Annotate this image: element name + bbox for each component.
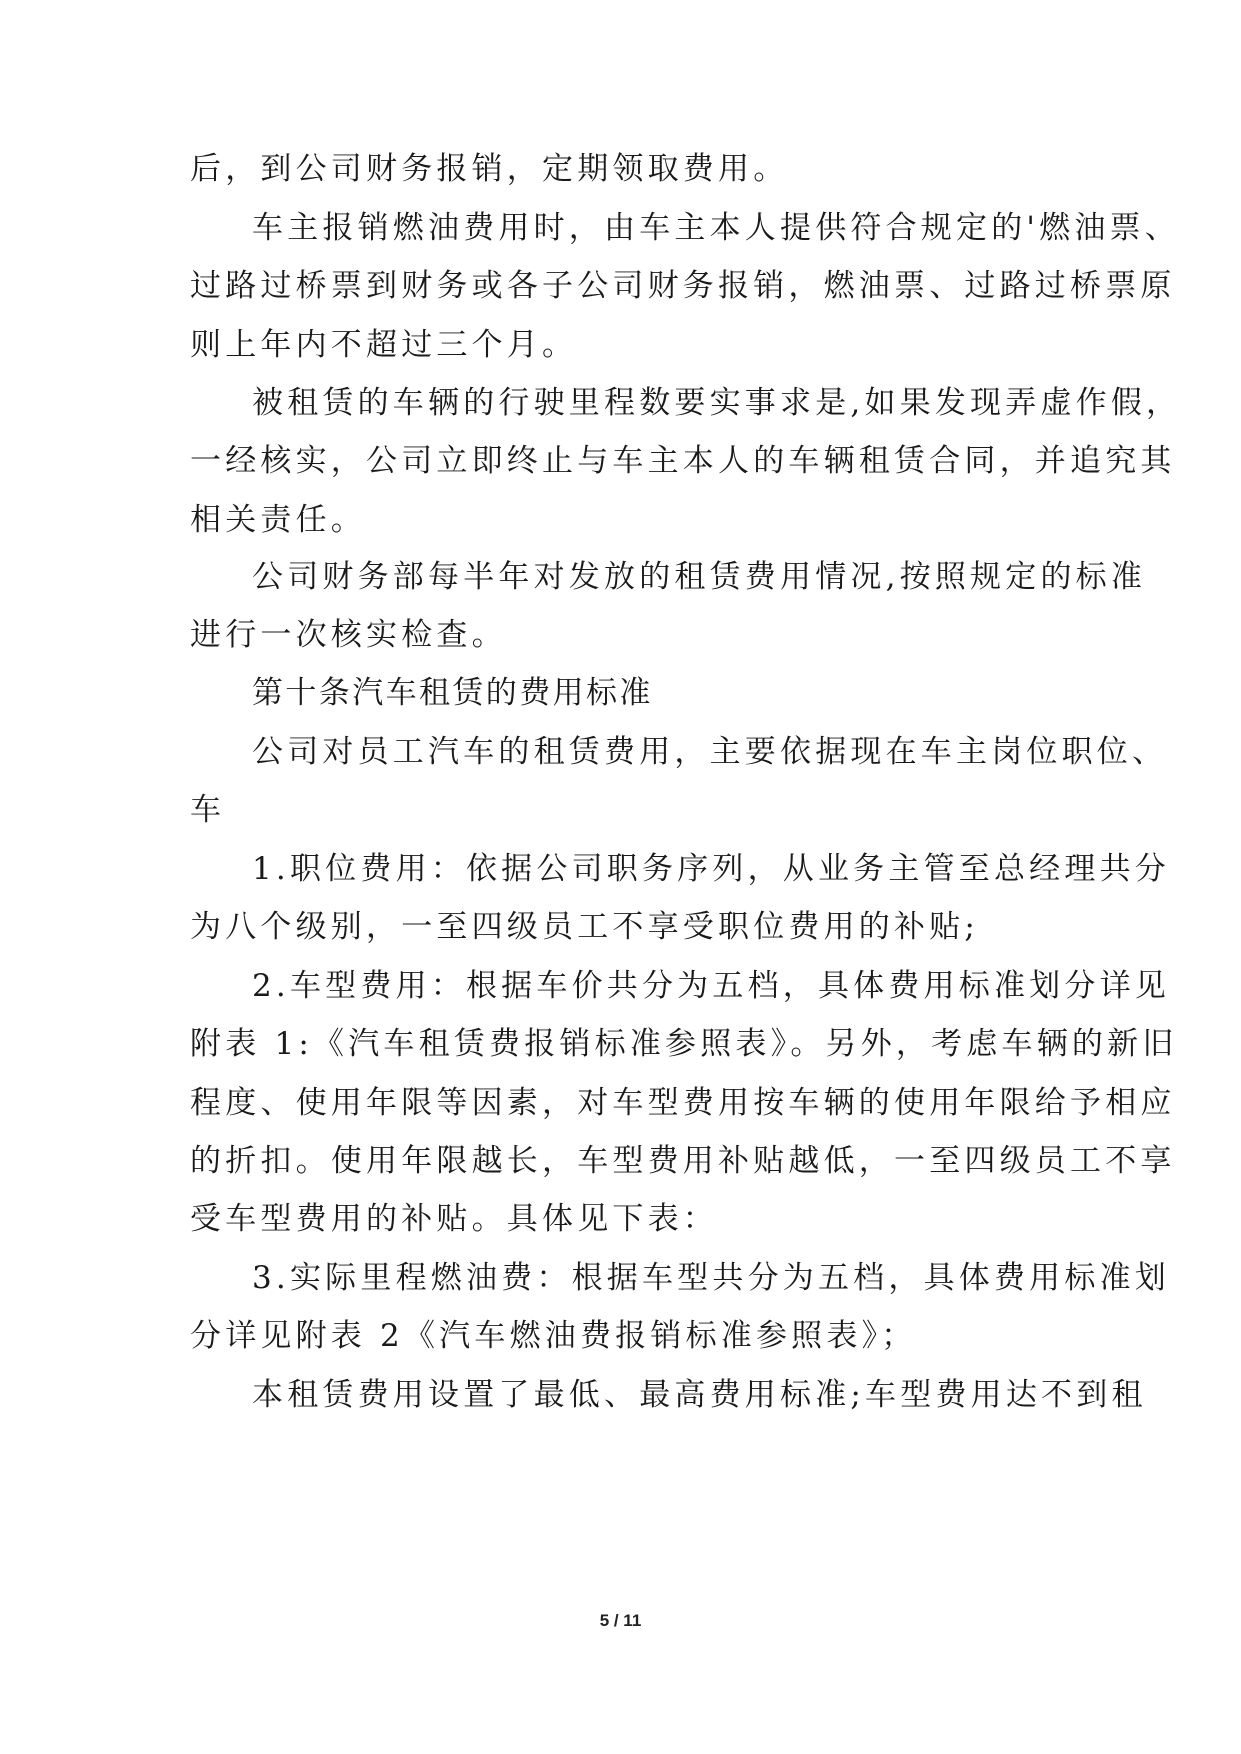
list-item-line: 附表 1:《汽车租赁费报销标准参照表》。另外，考虑车辆的新旧 [190, 1026, 1178, 1062]
paragraph-line: 过路过桥票到财务或各子公司财务报销，燃油票、过路过桥票原 [190, 268, 1176, 304]
list-item-line: 的折扣。使用年限越长，车型费用补贴越低，一至四级员工不享 [190, 1143, 1176, 1179]
paragraph-line: 则上年内不超过三个月。 [190, 327, 578, 363]
list-item-line: 为八个级别，一至四级员工不享受职位费用的补贴; [190, 909, 980, 945]
paragraph-line: 公司对员工汽车的租赁费用，主要依据现在车主岗位职位、 [252, 734, 1168, 770]
paragraph-line: 一经核实，公司立即终止与车主本人的车辆租赁合同，并追究其 [190, 443, 1176, 479]
paragraph-line: 后，到公司财务报销，定期领取费用。 [190, 151, 789, 187]
list-item-line: 1.职位费用：依据公司职务序列，从业务主管至总经理共分 [252, 851, 1170, 887]
section-heading: 第十条汽车租赁的费用标准 [252, 675, 653, 711]
list-item-line: 分详见附表 2《汽车燃油费报销标准参照表》； [190, 1318, 917, 1354]
paragraph-line: 进行一次核实检查。 [190, 617, 507, 653]
list-item-line: 程度、使用年限等因素，对车型费用按车辆的使用年限给予相应 [190, 1085, 1176, 1121]
paragraph-line: 被租赁的车辆的行驶里程数要实事求是,如果发现弄虚作假， [252, 385, 1182, 421]
paragraph-line: 车 [190, 792, 226, 828]
list-item-line: 2.车型费用：根据车价共分为五档，具体费用标准划分详见 [252, 968, 1170, 1004]
paragraph-line: 公司财务部每半年对发放的租赁费用情况,按照规定的标准 [252, 559, 1147, 595]
page-number: 5 / 11 [599, 1611, 642, 1630]
list-item-line: 受车型费用的补贴。具体见下表： [190, 1201, 718, 1237]
list-item-line: 3.实际里程燃油费：根据车型共分为五档，具体费用标准划 [252, 1260, 1170, 1296]
paragraph-line: 相关责任。 [190, 502, 366, 538]
paragraph-line: 车主报销燃油费用时，由车主本人提供符合规定的'燃油票、 [252, 210, 1180, 246]
paragraph-line: 本租赁费用设置了最低、最高费用标准;车型费用达不到租 [252, 1377, 1147, 1413]
